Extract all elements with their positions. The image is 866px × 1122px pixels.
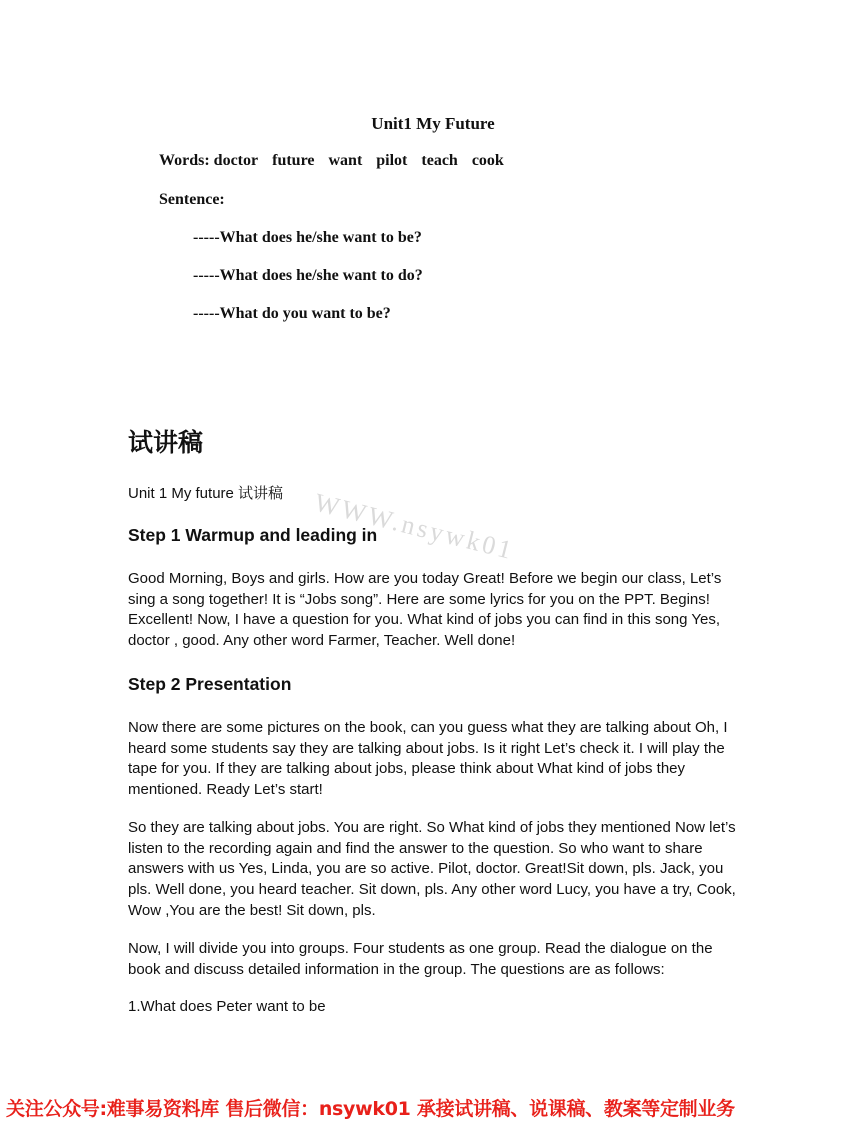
footer-banner: 关注公众号:难事易资料库 售后微信：nsywk01 承接试讲稿、说课稿、教案等定制业务 (6, 1098, 735, 1120)
sentence-item: -----What does he/she want to be? (193, 229, 422, 246)
step2-paragraph: So they are talking about jobs. You are right. So What kind of jobs they mentioned Now let’s listen to the recording again and find the answer to the question. So who want to share answers with us Yes, Linda, you are so active. Pilot, doctor. Great!Sit down, pls. Jack, you pls. Well done, you heard teacher. Sit down, pls. Any other word Lucy, you have a try, Cook, Wow ,You are the best! Sit down, pls. (128, 819, 736, 919)
word-item: want (328, 152, 363, 169)
words-label: Words: (159, 152, 210, 169)
section-subtitle: Unit 1 My future 试讲稿 (128, 485, 284, 502)
word-item: cook (471, 152, 504, 169)
word-item: doctor (213, 152, 259, 169)
sentence-label: Sentence: (159, 191, 225, 208)
word-item: future (272, 152, 315, 169)
sentence-item: -----What does he/she want to do? (193, 267, 423, 284)
watermark: WWW.nsywk01 (311, 487, 518, 566)
sentence-item: -----What do you want to be? (193, 305, 391, 322)
word-item: pilot (376, 152, 408, 169)
step2-paragraph: Now there are some pictures on the book, can you guess what they are talking about Oh, I heard some students say they are talking about jobs. Is it right Let’s check it. I will play the tape for you. If they are talking about jobs, please think about What kind of jobs they mentioned. Ready Let’s start! (128, 719, 728, 799)
document-title: Unit1 My Future (371, 114, 495, 133)
step2-title: Step 2 Presentation (128, 674, 292, 694)
question-item: 1.What does Peter want to be (128, 998, 326, 1015)
words-line (159, 152, 518, 170)
word-item: teach (421, 152, 458, 169)
section-heading: 试讲稿 (128, 428, 204, 457)
step1-title: Step 1 Warmup and leading in (128, 525, 378, 545)
step2-paragraph: Now, I will divide you into groups. Four students as one group. Read the dialogue on the book and discuss detailed information in the group. The questions are as follows: (128, 940, 713, 978)
step1-paragraph: Good Morning, Boys and girls. How are you today Great! Before we begin our class, Let’s sing a song together! It is “Jobs song”. Here are some lyrics for you on the PPT. Begins! Excellent! Now, I have a question for you. What kind of jobs you can find in this song Yes, doctor , good. Any other word Farmer, Teacher. Well done! (128, 570, 722, 650)
